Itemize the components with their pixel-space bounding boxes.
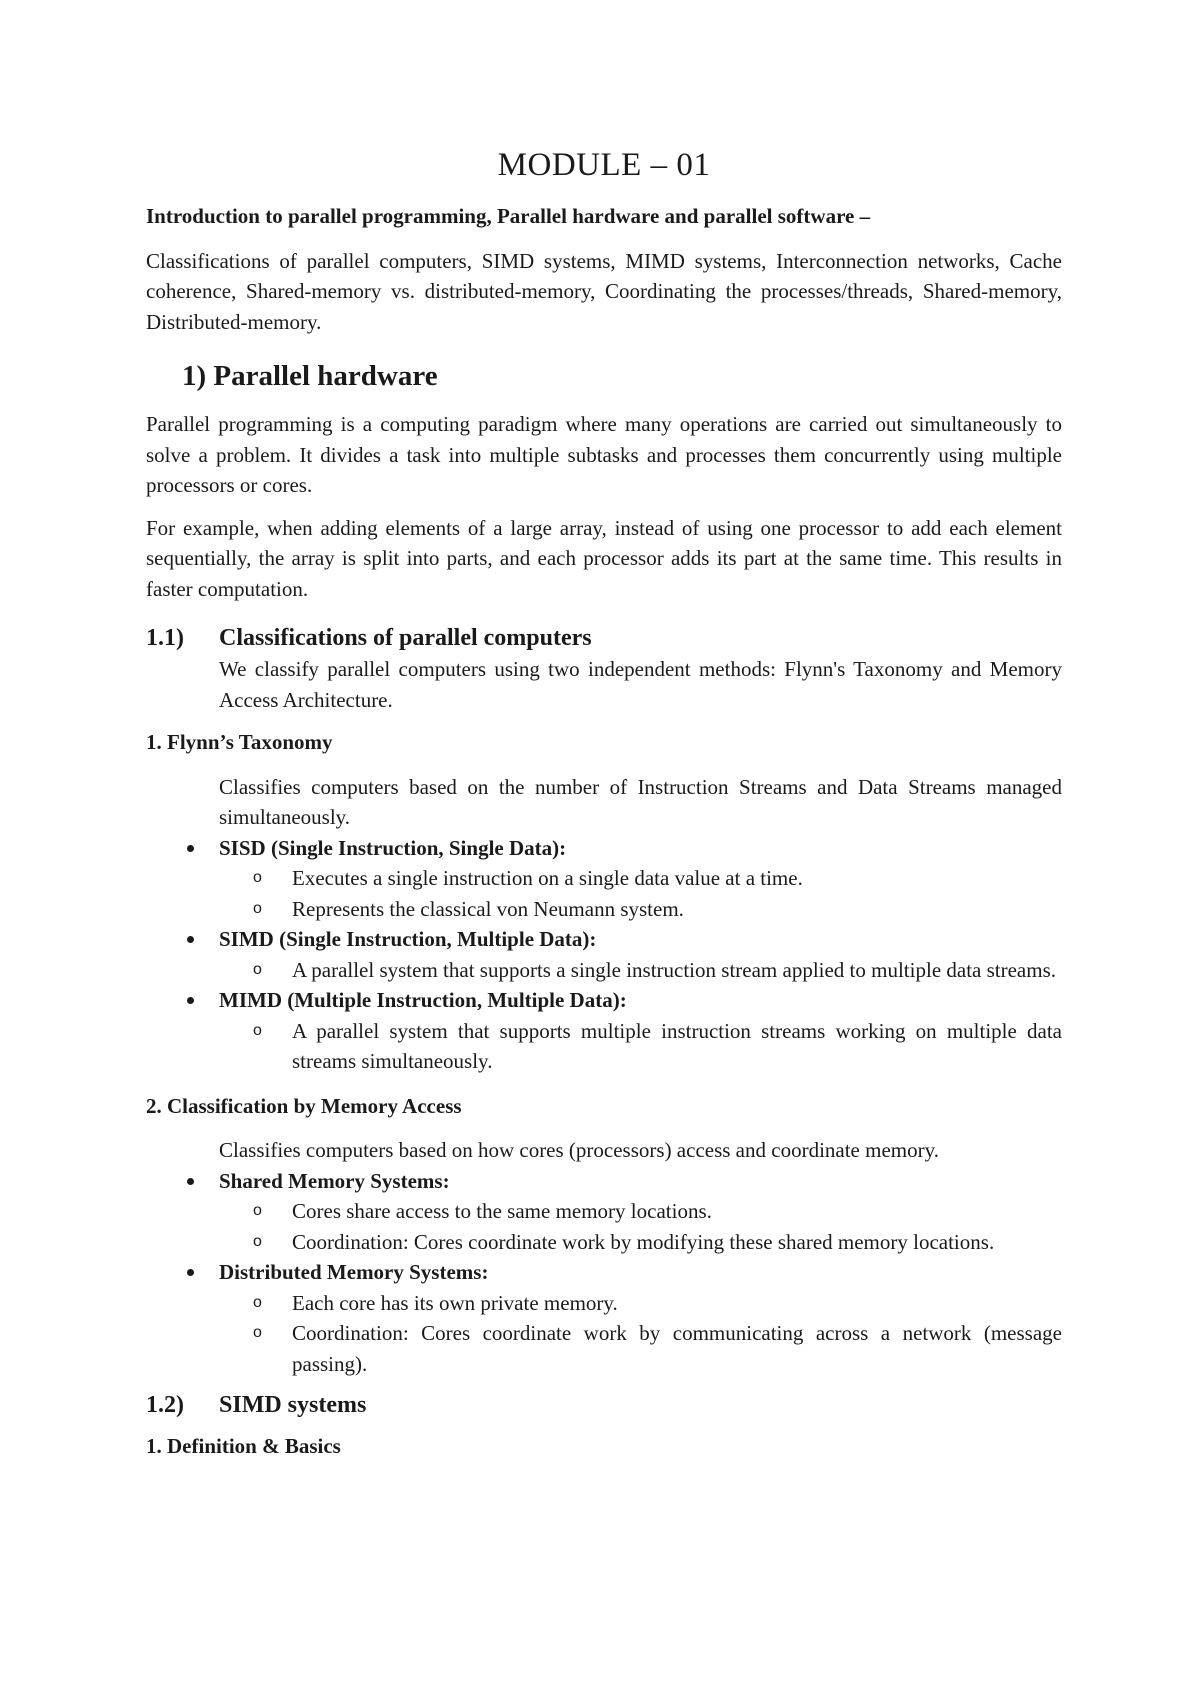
sub-list-item: o Coordination: Cores coordinate work by modifying these shared memory locations.: [219, 1227, 1062, 1258]
flynn-heading: 1. Flynn’s Taxonomy: [146, 730, 333, 754]
sub-list: [219, 1196, 1062, 1257]
intro-topics: Classifications of parallel computers, SIMD systems, MIMD systems, Interconnection networks, Cache coherence, Shared-memory vs. distributed-memory, Coordinating the processes/threads, Shared-memory, Distributed-memory.: [146, 248, 1062, 334]
sub-list-item: o Executes a single instruction on a single data value at a time.: [219, 863, 1062, 894]
sub-list: [219, 863, 1062, 924]
memory-list: [146, 1166, 1062, 1380]
section-title: SIMD systems: [219, 1392, 367, 1418]
bullet-label: MIMD (Multiple Instruction, Multiple Data):: [219, 988, 627, 1012]
memory-description: Classifies computers based on how cores (processors) access and coordinate memory.: [219, 1138, 939, 1162]
bullet-label: Shared Memory Systems:: [219, 1168, 450, 1193]
list-item: [146, 924, 1062, 985]
module-title: MODULE – 01: [497, 147, 711, 183]
sub-list: [219, 1016, 1062, 1077]
section-1-1-heading: [146, 622, 1062, 654]
intro-heading: Introduction to parallel programming, Parallel hardware and parallel software –: [146, 204, 871, 228]
section-1-2-heading: [146, 1389, 1062, 1421]
list-item: [146, 1166, 1062, 1258]
sub-list-item: o A parallel system that supports a single instruction stream applied to multiple data streams.: [219, 955, 1062, 986]
flynn-description: Classifies computers based on the number of Instruction Streams and Data Streams managed simultaneously.: [219, 774, 1062, 829]
bullet-label: SISD (Single Instruction, Single Data):: [219, 835, 567, 860]
sub-list: [219, 1288, 1062, 1380]
section-1-paragraph-2: For example, when adding elements of a large array, instead of using one processor to add each element sequentially, the array is split into parts, and each processor adds its part at the same time. This results in faster computation.: [146, 515, 1062, 601]
flynn-list: [146, 833, 1062, 1077]
memory-heading: 2. Classification by Memory Access: [146, 1093, 462, 1118]
list-item: [146, 1257, 1062, 1379]
section-1-paragraph-1: Parallel programming is a computing paradigm where many operations are carried out simultaneously to solve a problem. It divides a task into multiple subtasks and processes them concurrently using multiple processors or cores.: [146, 412, 1062, 497]
sub-list: [219, 955, 1062, 986]
section-number: 1.1): [146, 625, 184, 651]
simd-definition-heading: 1. Definition & Basics: [146, 1434, 341, 1458]
sub-list-item: o Coordination: Cores coordinate work by communicating across a network (message passing).: [219, 1318, 1062, 1379]
list-item: [146, 833, 1062, 925]
sub-list-item: o A parallel system that supports multiple instruction streams working on multiple data streams simultaneously.: [219, 1016, 1062, 1077]
sub-list-item: o Cores share access to the same memory locations.: [219, 1196, 1062, 1227]
sub-list-item: o Represents the classical von Neumann system.: [219, 894, 1062, 925]
list-item: [146, 985, 1062, 1077]
section-1-1-intro: We classify parallel computers using two independent methods: Flynn's Taxonomy and Memory Access Architecture.: [219, 657, 1062, 712]
section-number: 1.2): [146, 1392, 184, 1418]
section-title: Classifications of parallel computers: [219, 625, 592, 651]
bullet-label: Distributed Memory Systems:: [219, 1260, 489, 1284]
bullet-label: SIMD (Single Instruction, Multiple Data):: [219, 927, 597, 951]
sub-list-item: o Each core has its own private memory.: [219, 1288, 1062, 1319]
section-1-title: 1) Parallel hardware: [182, 360, 438, 392]
